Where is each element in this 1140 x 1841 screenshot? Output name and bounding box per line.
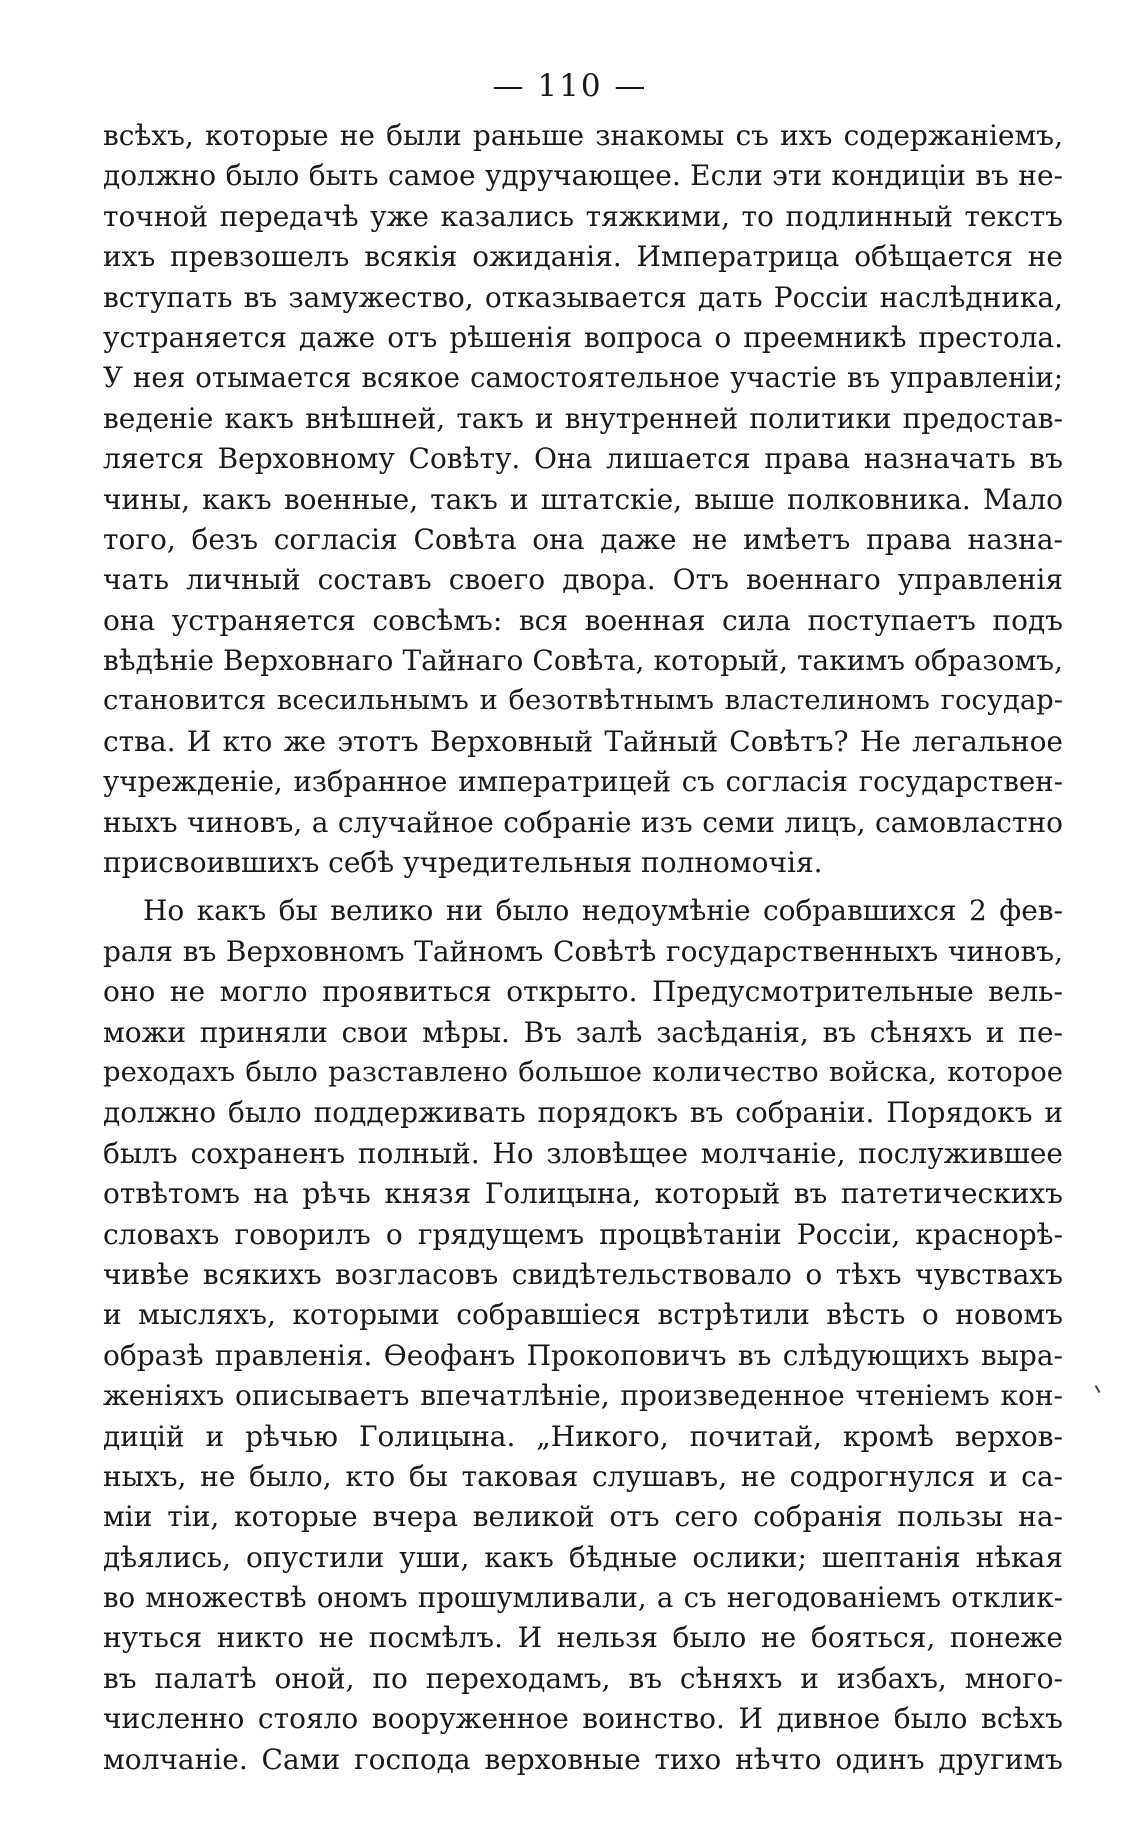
text-line: чать личный составъ своего двора. Отъ военнаго управленія xyxy=(103,563,1063,597)
text-line: учрежденіе, избранное императрицей съ согласія государствен- xyxy=(103,765,1063,799)
text-line: отвѣтомъ на рѣчь князя Голицына, который въ патетическихъ xyxy=(103,1177,1063,1211)
text-line: устраняется даже отъ рѣшенія вопроса о преемникѣ престола. xyxy=(103,320,1063,354)
paragraph-2 xyxy=(103,891,1063,1780)
text-line: дѣялись, опустили уши, какъ бѣдные ослики; шептанія нѣкая xyxy=(103,1540,1063,1574)
text-line: вступать въ замужество, отказывается дать Россіи наслѣдника, xyxy=(103,280,1063,314)
text-line: нуться никто не посмѣлъ. И нельзя было не бояться, понеже xyxy=(103,1621,1063,1655)
text-line: можи приняли свои мѣры. Въ залѣ засѣданія, въ сѣняхъ и пе- xyxy=(103,1015,1063,1049)
text-line: міи тіи, которые вчера великой отъ сего собранія пользы на- xyxy=(103,1500,1063,1534)
page-number: — 110 — xyxy=(492,68,648,104)
text-line: точной передачѣ уже казались тяжкими, то подлинный текстъ xyxy=(103,199,1063,233)
text-line: во множествѣ ономъ прошумливали, а съ негодованіемъ отклик- xyxy=(103,1581,1063,1615)
text-line: образѣ правленія. Ѳеофанъ Прокоповичъ въ слѣдующихъ выра- xyxy=(103,1338,1063,1372)
text-line: У нея отымается всякое самостоятельное участіе въ управленіи; xyxy=(103,361,1063,395)
margin-mark xyxy=(1095,1381,1108,1393)
text-line: женіяхъ описываетъ впечатлѣніе, произведенное чтеніемъ кон- xyxy=(103,1379,1063,1413)
paragraph-gap xyxy=(103,883,1063,891)
text-line: ныхъ, не было, кто бы таковая слушавъ, не содрогнулся и са- xyxy=(103,1459,1063,1493)
body-text xyxy=(103,116,1063,1780)
text-line: оно не могло проявиться открыто. Предусмотрительные вель- xyxy=(103,975,1063,1009)
text-line: и мысляхъ, которыми собравшіеся встрѣтили вѣсть о новомъ xyxy=(103,1298,1063,1332)
text-line: ства. И кто же этотъ Верховный Тайный Совѣтъ? Не легальное xyxy=(103,724,1063,758)
text-line: былъ сохраненъ полный. Но зловѣщее молчаніе, послужившее xyxy=(103,1136,1063,1170)
text-line: дицій и рѣчью Голицына. „Никого, почитай, кромѣ верхов- xyxy=(103,1419,1063,1453)
text-line: ляется Верховному Совѣту. Она лишается права назначать въ xyxy=(103,442,1063,476)
text-line: чивѣе всякихъ возгласовъ свидѣтельствовало о тѣхъ чувствахъ xyxy=(103,1257,1063,1291)
text-line: въ палатѣ оной, по переходамъ, въ сѣняхъ и избахъ, много- xyxy=(103,1661,1063,1695)
text-line: численно стояло вооруженное воинство. И дивное было всѣхъ xyxy=(103,1702,1063,1736)
text-line: должно было поддерживать порядокъ въ собраніи. Порядокъ и xyxy=(103,1096,1063,1130)
text-line: вѣдѣніе Верховнаго Тайнаго Совѣта, который, такимъ образомъ, xyxy=(103,644,1063,678)
text-line: того, безъ согласія Совѣта она даже не имѣетъ права назна- xyxy=(103,522,1063,556)
text-line: Но какъ бы велико ни было недоумѣніе собравшихся 2 фев- xyxy=(143,894,1063,928)
text-line: ныхъ чиновъ, а случайное собраніе изъ семи лицъ, самовластно xyxy=(103,805,1063,839)
text-line: чины, какъ военные, такъ и штатскіе, выше полковника. Мало xyxy=(103,482,1063,516)
text-line: раля въ Верховномъ Тайномъ Совѣтѣ государственныхъ чиновъ, xyxy=(103,934,1063,968)
text-line: реходахъ было разставлено большое количество войска, которое xyxy=(103,1056,1063,1088)
text-line: словахъ говорилъ о грядущемъ процвѣтаніи Россіи, краснорѣ- xyxy=(103,1217,1063,1251)
text-line: ихъ превзошелъ всякія ожиданія. Императрица обѣщается не xyxy=(103,240,1063,274)
text-line: она устраняется совсѣмъ: вся военная сила поступаетъ подъ xyxy=(103,603,1063,637)
text-line: должно было быть самое удручающее. Если эти кондиціи въ не- xyxy=(103,159,1063,193)
text-line: присвоившихъ себѣ учредительныя полномочія. xyxy=(103,846,823,880)
paragraph-1 xyxy=(103,116,1063,883)
text-line: становится всесильнымъ и безотвѣтнымъ властелиномъ государ- xyxy=(103,685,1063,717)
text-line: молчаніе. Сами господа верховные тихо нѣчто одинъ другимъ xyxy=(103,1742,1063,1776)
text-line: всѣхъ, которые не были раньше знакомы съ ихъ содержаніемъ, xyxy=(103,119,1063,152)
text-line: веденіе какъ внѣшней, такъ и внутренней политики предостав- xyxy=(103,401,1063,435)
